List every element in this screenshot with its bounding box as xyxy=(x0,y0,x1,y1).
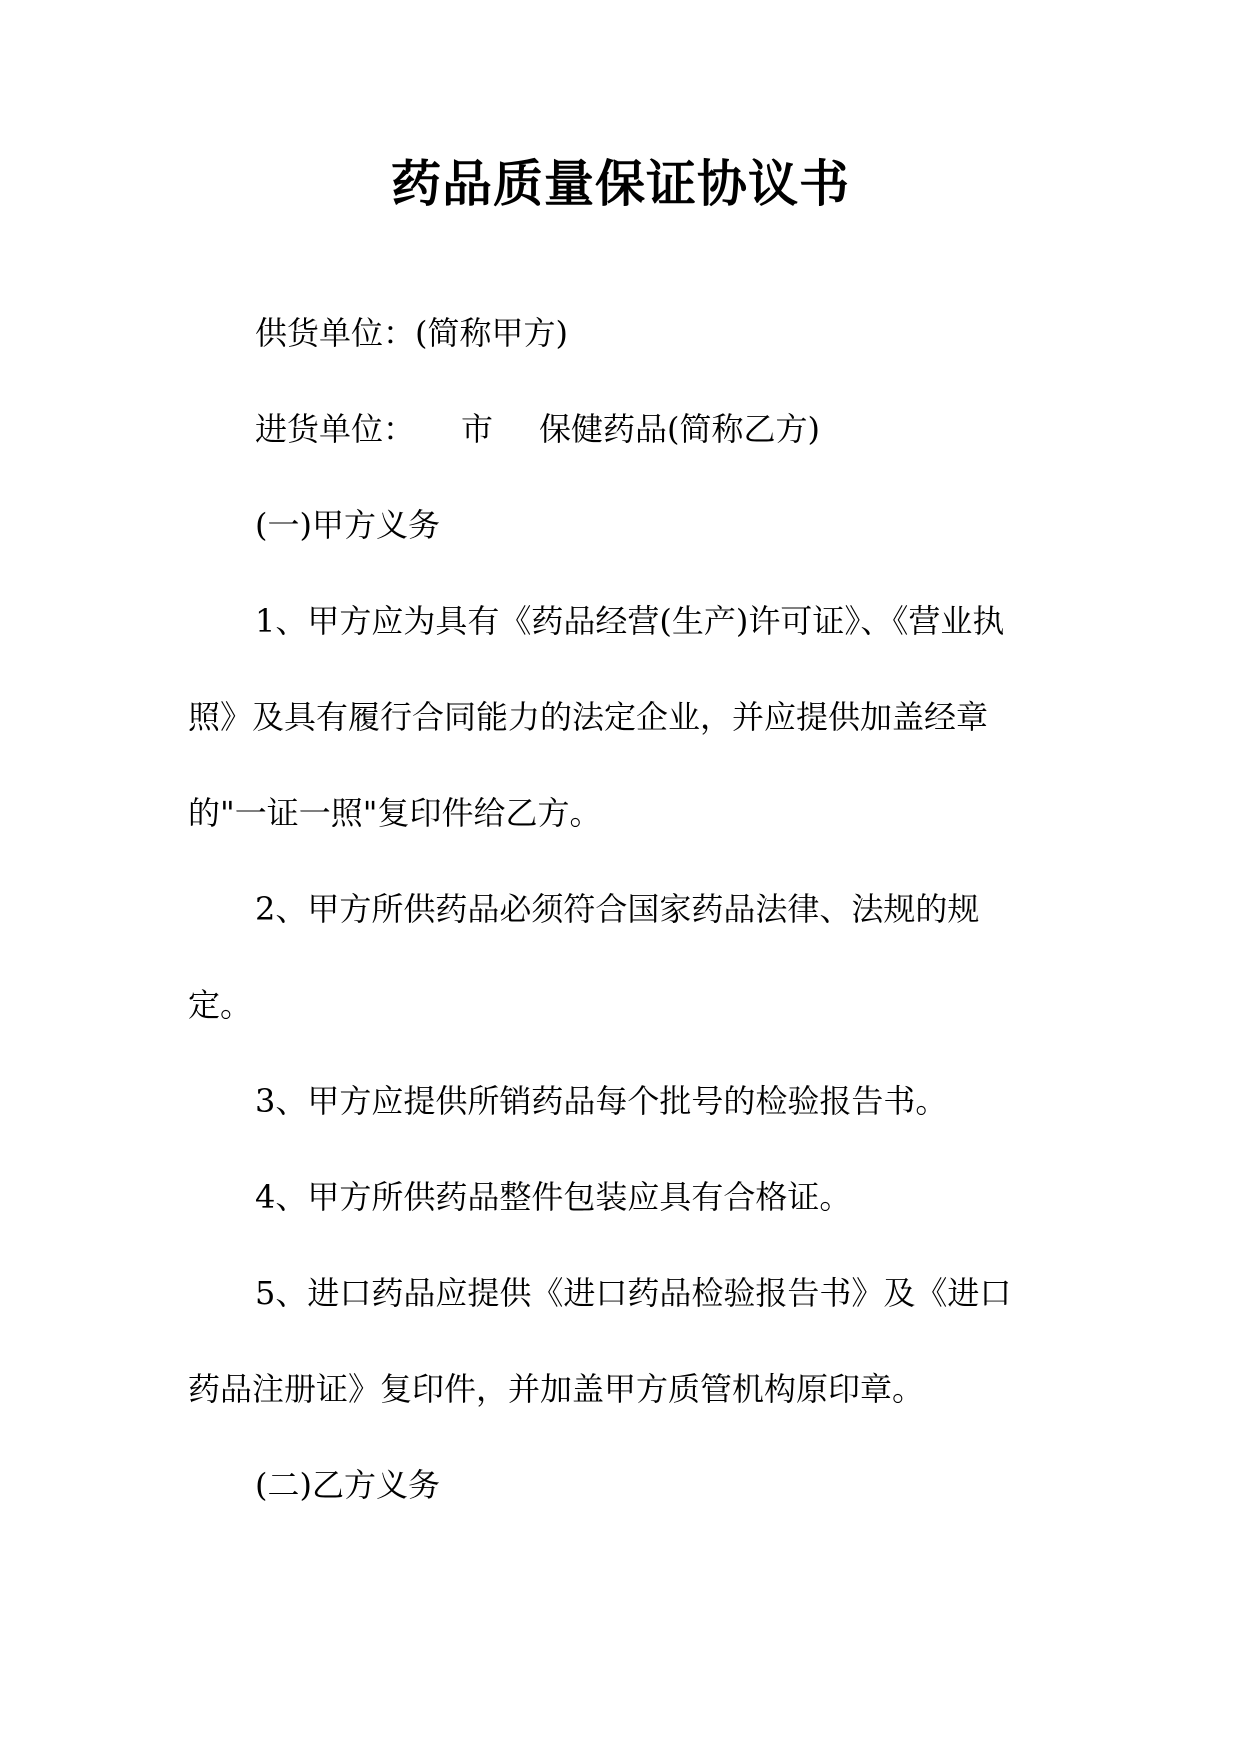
buyer-line xyxy=(255,407,820,451)
buyer-city: 市 xyxy=(461,410,494,448)
item3-line: 3、甲方应提供所销药品每个批号的检验报告书。 xyxy=(255,1082,948,1120)
item1-line1: 1、甲方应为具有《药品经营(生产)许可证》、《营业执 xyxy=(255,602,1005,640)
item1-line2: 照》及具有履行合同能力的法定企业，并应提供加盖经章 xyxy=(188,698,989,736)
item4-line: 4、甲方所供药品整件包装应具有合格证。 xyxy=(255,1178,852,1216)
supplier-line: 供货单位：(简称甲方) xyxy=(255,314,568,352)
section2-heading: (二)乙方义务 xyxy=(255,1466,440,1504)
section1-heading: (一)甲方义务 xyxy=(255,506,440,544)
item1-line3: 的"一证一照"复印件给乙方。 xyxy=(188,794,602,832)
document-title: 药品质量保证协议书 xyxy=(391,155,850,213)
item2-line1: 2、甲方所供药品必须符合国家药品法律、法规的规 xyxy=(255,890,980,928)
item2-line2: 定。 xyxy=(188,986,253,1024)
buyer-suffix: 保健药品(简称乙方) xyxy=(539,410,821,448)
item5-line1: 5、进口药品应提供《进口药品检验报告书》及《进口 xyxy=(255,1274,1012,1312)
item5-line2: 药品注册证》复印件，并加盖甲方质管机构原印章。 xyxy=(188,1370,925,1408)
buyer-prefix: 进货单位： xyxy=(255,410,416,448)
